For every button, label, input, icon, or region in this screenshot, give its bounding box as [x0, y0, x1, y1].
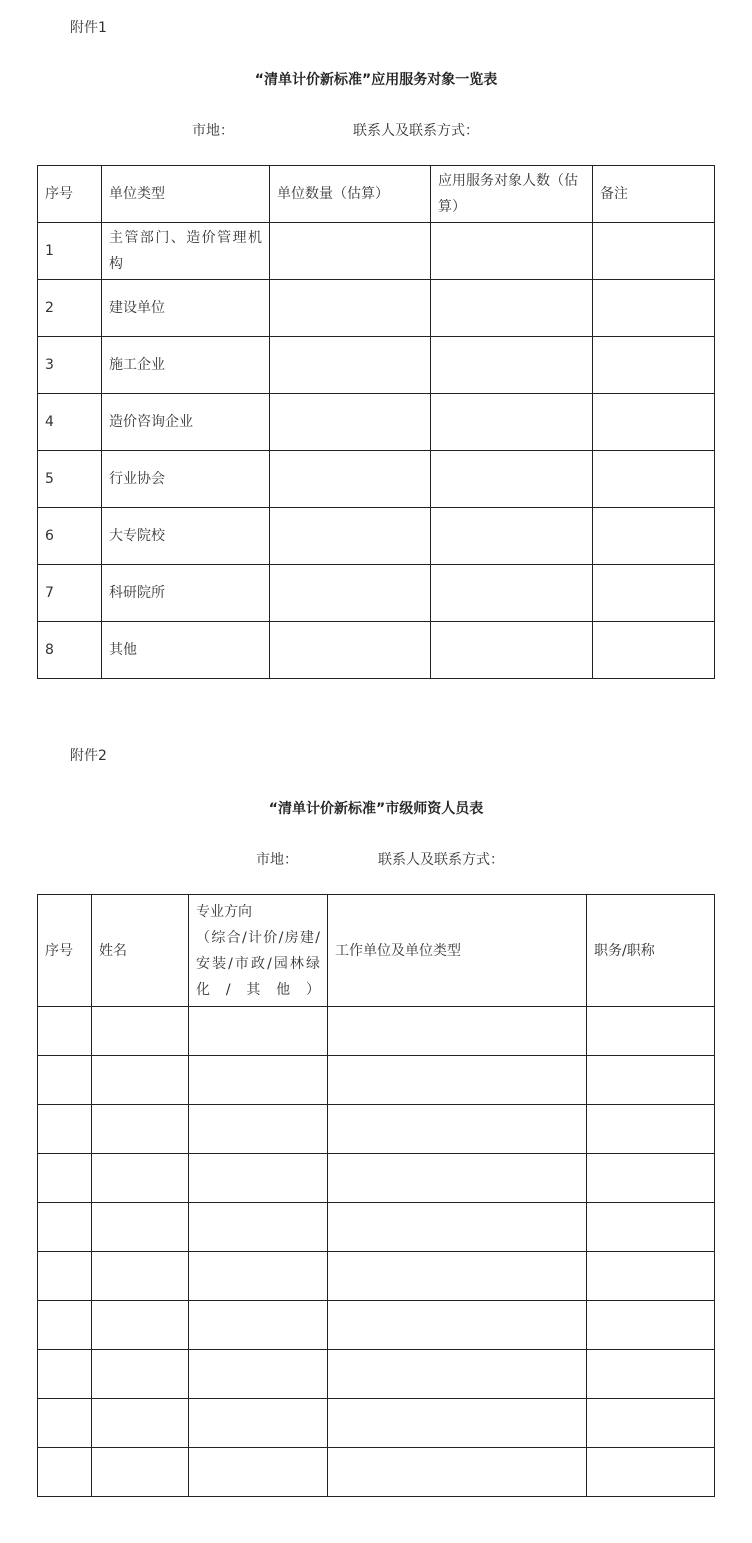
- cell[interactable]: [328, 1399, 587, 1448]
- cell[interactable]: [587, 1252, 715, 1301]
- cell[interactable]: [587, 1007, 715, 1056]
- cell[interactable]: [328, 1154, 587, 1203]
- table-row: [38, 1203, 715, 1252]
- cell[interactable]: [189, 1301, 328, 1350]
- cell[interactable]: [587, 1203, 715, 1252]
- header-cell-unit-count: 单位数量（估算）: [270, 166, 431, 223]
- row-no: 7: [38, 565, 102, 622]
- row-unit-count-cell[interactable]: [270, 223, 431, 280]
- header-major-line1: 专业方向: [196, 903, 252, 920]
- cell[interactable]: [92, 1252, 189, 1301]
- cell[interactable]: [189, 1448, 328, 1497]
- table-row: [38, 1056, 715, 1105]
- table-row: [38, 508, 715, 565]
- cell[interactable]: [189, 1203, 328, 1252]
- row-no: 4: [38, 394, 102, 451]
- cell[interactable]: [92, 1448, 189, 1497]
- row-no: 6: [38, 508, 102, 565]
- cell[interactable]: [189, 1252, 328, 1301]
- table-header-row: [38, 166, 715, 223]
- cell[interactable]: [38, 1350, 92, 1399]
- table-row: [38, 565, 715, 622]
- row-no: 5: [38, 451, 102, 508]
- cell[interactable]: [328, 1007, 587, 1056]
- cell[interactable]: [328, 1056, 587, 1105]
- row-unit-count-cell[interactable]: [270, 451, 431, 508]
- attachment-1-label: 附件1: [70, 20, 107, 36]
- cell[interactable]: [189, 1007, 328, 1056]
- attachment-2-title: “清单计价新标准”市级师资人员表: [268, 801, 484, 817]
- row-remarks-cell[interactable]: [593, 223, 715, 280]
- row-no: 1: [38, 223, 102, 280]
- table-row: [38, 1252, 715, 1301]
- row-service-count-cell[interactable]: [431, 508, 593, 565]
- cell[interactable]: [587, 1301, 715, 1350]
- cell[interactable]: [92, 1399, 189, 1448]
- row-unit-count-cell[interactable]: [270, 565, 431, 622]
- cell[interactable]: [92, 1154, 189, 1203]
- row-remarks-cell[interactable]: [593, 394, 715, 451]
- row-unit-count-cell[interactable]: [270, 622, 431, 679]
- table-row: [38, 223, 715, 280]
- table-row: [38, 1007, 715, 1056]
- cell[interactable]: [587, 1448, 715, 1497]
- row-unit-type: 建设单位: [102, 280, 270, 337]
- header-cell-unit-type: 单位类型: [102, 166, 270, 223]
- header-cell-name: 姓名: [92, 895, 189, 1007]
- table-header-row: [38, 895, 715, 1007]
- cell[interactable]: [587, 1105, 715, 1154]
- attachment-1-contact-label: 联系人及联系方式：: [353, 123, 479, 139]
- cell[interactable]: [38, 1203, 92, 1252]
- row-unit-type: 其他: [102, 622, 270, 679]
- table-row: [38, 337, 715, 394]
- cell[interactable]: [189, 1399, 328, 1448]
- row-service-count-cell[interactable]: [431, 394, 593, 451]
- attachment-2-city-label: 市地：: [256, 852, 298, 868]
- row-no: 2: [38, 280, 102, 337]
- row-unit-count-cell[interactable]: [270, 508, 431, 565]
- header-cell-position: 职务/职称: [587, 895, 715, 1007]
- row-remarks-cell[interactable]: [593, 451, 715, 508]
- cell[interactable]: [587, 1399, 715, 1448]
- cell[interactable]: [92, 1301, 189, 1350]
- row-remarks-cell[interactable]: [593, 508, 715, 565]
- cell[interactable]: [328, 1301, 587, 1350]
- row-service-count-cell[interactable]: [431, 565, 593, 622]
- cell[interactable]: [38, 1007, 92, 1056]
- cell[interactable]: [38, 1399, 92, 1448]
- table-row: [38, 280, 715, 337]
- cell[interactable]: [38, 1301, 92, 1350]
- row-remarks-cell[interactable]: [593, 565, 715, 622]
- header-cell-no: 序号: [38, 895, 92, 1007]
- cell[interactable]: [92, 1007, 189, 1056]
- row-unit-type: 行业协会: [102, 451, 270, 508]
- attachment-2-label: 附件2: [70, 748, 107, 764]
- table-row: [38, 451, 715, 508]
- service-object-table: [37, 165, 715, 679]
- cell[interactable]: [328, 1105, 587, 1154]
- table-row: [38, 1154, 715, 1203]
- row-remarks-cell[interactable]: [593, 622, 715, 679]
- row-unit-type: 科研院所: [102, 565, 270, 622]
- cell[interactable]: [587, 1350, 715, 1399]
- cell[interactable]: [38, 1056, 92, 1105]
- row-service-count-cell[interactable]: [431, 337, 593, 394]
- row-unit-count-cell[interactable]: [270, 280, 431, 337]
- attachment-1-city-label: 市地：: [192, 123, 234, 139]
- cell[interactable]: [328, 1448, 587, 1497]
- cell[interactable]: [189, 1105, 328, 1154]
- cell[interactable]: [38, 1105, 92, 1154]
- table-row: [38, 394, 715, 451]
- cell[interactable]: [189, 1056, 328, 1105]
- table-row: [38, 1105, 715, 1154]
- cell[interactable]: [189, 1154, 328, 1203]
- table-row: [38, 1301, 715, 1350]
- cell[interactable]: [92, 1105, 189, 1154]
- cell[interactable]: [189, 1350, 328, 1399]
- table-row: [38, 1399, 715, 1448]
- cell[interactable]: [328, 1252, 587, 1301]
- cell[interactable]: [38, 1448, 92, 1497]
- cell[interactable]: [328, 1350, 587, 1399]
- row-remarks-cell[interactable]: [593, 280, 715, 337]
- header-cell-service-count: 应用服务对象人数（估算）: [431, 166, 593, 223]
- row-unit-type: 主管部门、造价管理机构: [102, 223, 270, 280]
- row-remarks-cell[interactable]: [593, 337, 715, 394]
- row-unit-type: 大专院校: [102, 508, 270, 565]
- table-row: [38, 1350, 715, 1399]
- cell[interactable]: [587, 1056, 715, 1105]
- row-service-count-cell[interactable]: [431, 280, 593, 337]
- row-no: 3: [38, 337, 102, 394]
- row-service-count-cell[interactable]: [431, 223, 593, 280]
- row-unit-count-cell[interactable]: [270, 337, 431, 394]
- cell[interactable]: [92, 1056, 189, 1105]
- attachment-2-contact-label: 联系人及联系方式：: [378, 852, 504, 868]
- header-major-line2: （综合/计价/房建/安装/市政/园林绿化/其他）: [196, 929, 320, 998]
- cell[interactable]: [92, 1350, 189, 1399]
- header-cell-major: [189, 895, 328, 1007]
- row-unit-type: 施工企业: [102, 337, 270, 394]
- header-cell-remarks: 备注: [593, 166, 715, 223]
- cell[interactable]: [587, 1154, 715, 1203]
- cell[interactable]: [38, 1252, 92, 1301]
- row-no: 8: [38, 622, 102, 679]
- cell[interactable]: [328, 1203, 587, 1252]
- header-cell-work-unit: 工作单位及单位类型: [328, 895, 587, 1007]
- cell[interactable]: [92, 1203, 189, 1252]
- header-cell-no: 序号: [38, 166, 102, 223]
- table-row: [38, 1448, 715, 1497]
- row-service-count-cell[interactable]: [431, 451, 593, 508]
- row-unit-type: 造价咨询企业: [102, 394, 270, 451]
- table-row: [38, 622, 715, 679]
- row-service-count-cell[interactable]: [431, 622, 593, 679]
- teacher-table: [37, 894, 715, 1497]
- cell[interactable]: [38, 1154, 92, 1203]
- row-unit-count-cell[interactable]: [270, 394, 431, 451]
- attachment-1-title: “清单计价新标准”应用服务对象一览表: [254, 72, 498, 88]
